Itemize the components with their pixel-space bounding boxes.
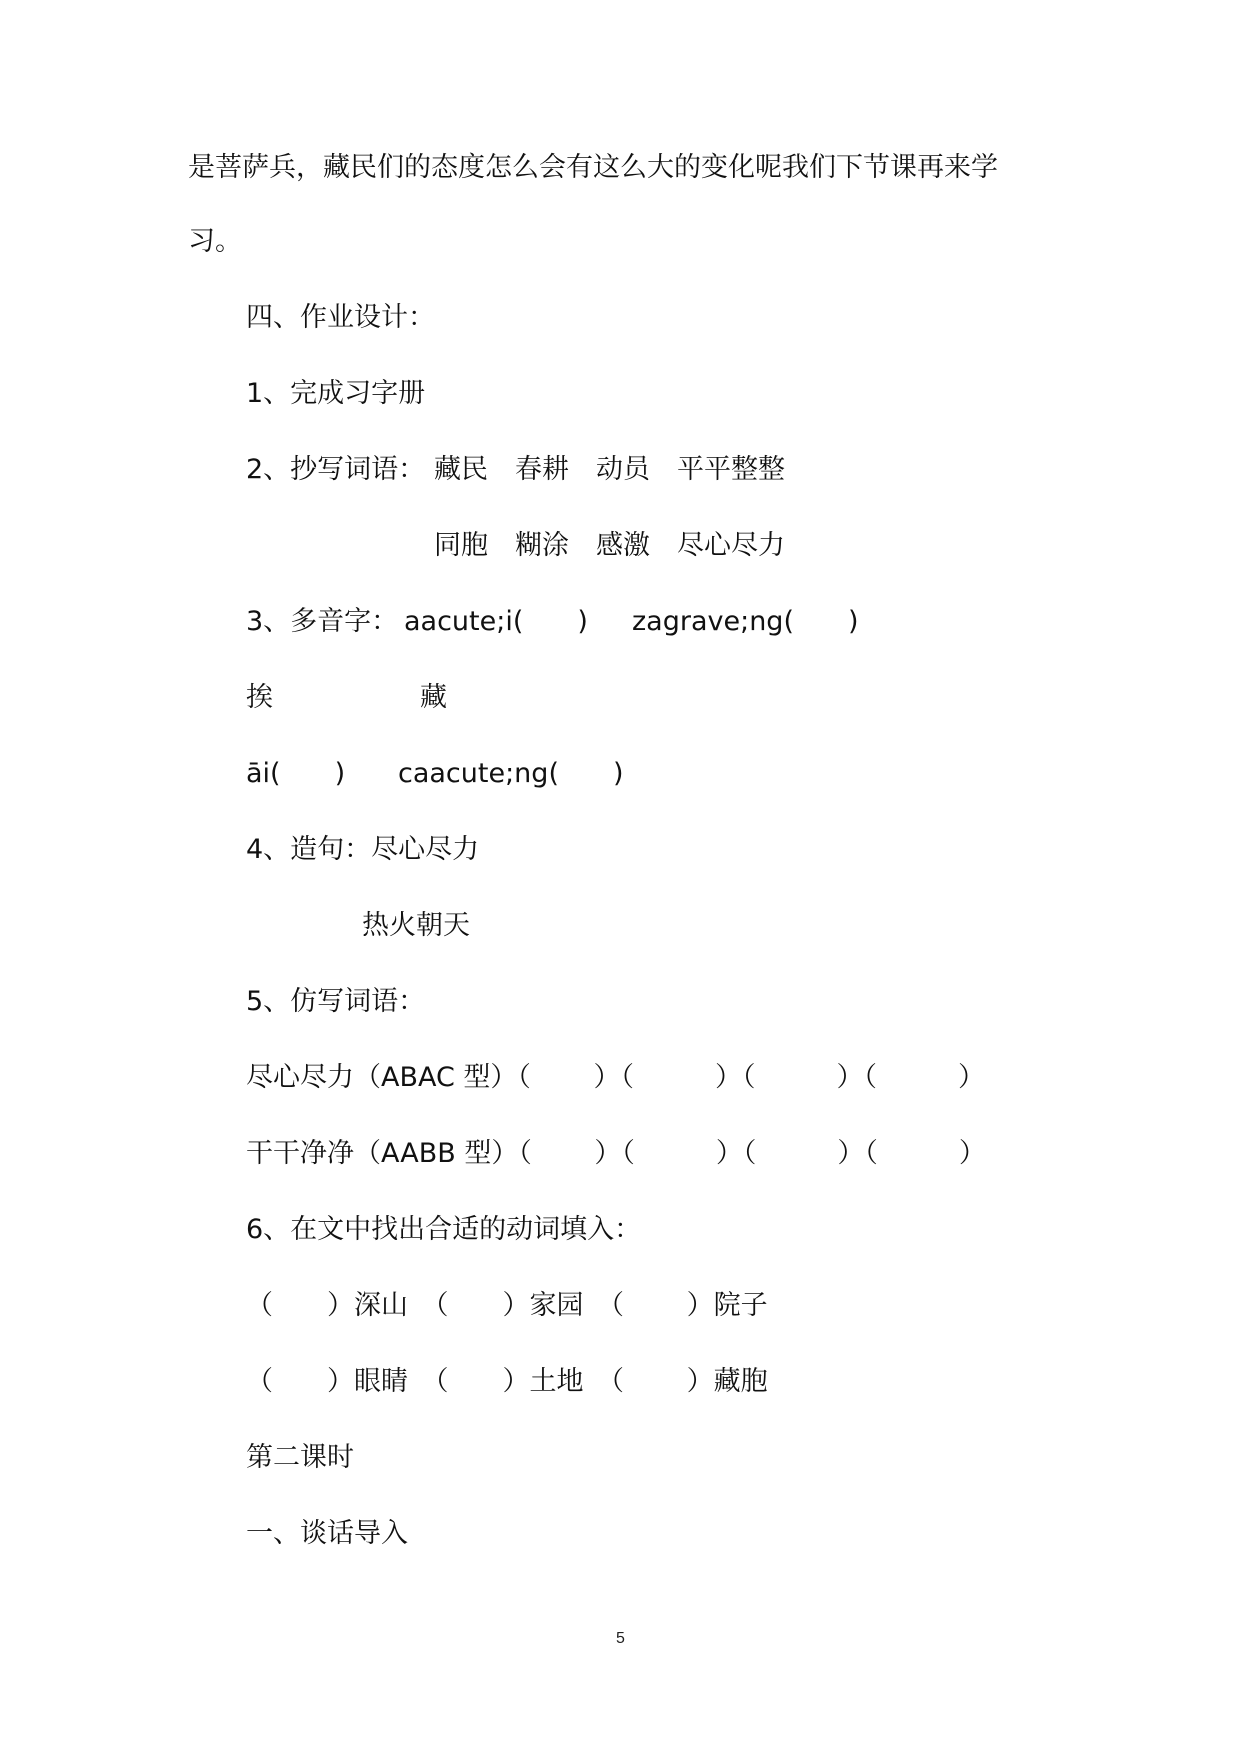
homework-item-2-words-row2: 同胞 糊涂 感激 尽心尽力 <box>434 530 785 561</box>
homework-item-3-label: 3、多音字： <box>246 606 399 637</box>
verb-fill-row2: （ ）眼睛 （ ）土地 （ ）藏胞 <box>246 1366 768 1397</box>
homework-item-4: 4、造句：尽心尽力 <box>246 834 480 865</box>
pinyin-blank-ai2: aacute;i( ) <box>404 606 588 637</box>
imitation-row-aabb: 干干净净（AABB 型）（ ）（ ）（ ）（ ） <box>246 1138 986 1169</box>
paragraph-continuation-end: 习。 <box>188 226 242 257</box>
pinyin-blank-ai1: āi( ) <box>246 758 346 789</box>
section-heading-homework: 四、作业设计： <box>246 302 435 333</box>
verb-fill-row1: （ ）深山 （ ）家园 （ ）院子 <box>246 1290 768 1321</box>
homework-item-6: 6、在文中找出合适的动词填入： <box>246 1214 642 1245</box>
imitation-row-abac: 尽心尽力（ABAC 型）（ ）（ ）（ ）（ ） <box>246 1062 986 1093</box>
polyphone-char-zang: 藏 <box>420 682 447 713</box>
pinyin-blank-cang2: caacute;ng( ) <box>398 758 624 789</box>
lesson-heading-second: 第二课时 <box>246 1442 354 1473</box>
page-number: 5 <box>616 1630 625 1647</box>
section-heading-intro: 一、谈话导入 <box>246 1518 408 1549</box>
homework-item-2-label: 2、抄写词语： <box>246 454 426 485</box>
homework-item-1: 1、完成习字册 <box>246 378 426 409</box>
paragraph-continuation-line: 是菩萨兵，藏民们的态度怎么会有这么大的变化呢我们下节课再来学 <box>188 152 998 183</box>
polyphone-char-ai: 挨 <box>246 682 273 713</box>
homework-item-2-words-row1: 藏民 春耕 动员 平平整整 <box>434 454 785 485</box>
homework-item-4-word2: 热火朝天 <box>362 910 470 941</box>
pinyin-blank-zang4: zagrave;ng( ) <box>632 606 859 637</box>
homework-item-5: 5、仿写词语： <box>246 986 426 1017</box>
